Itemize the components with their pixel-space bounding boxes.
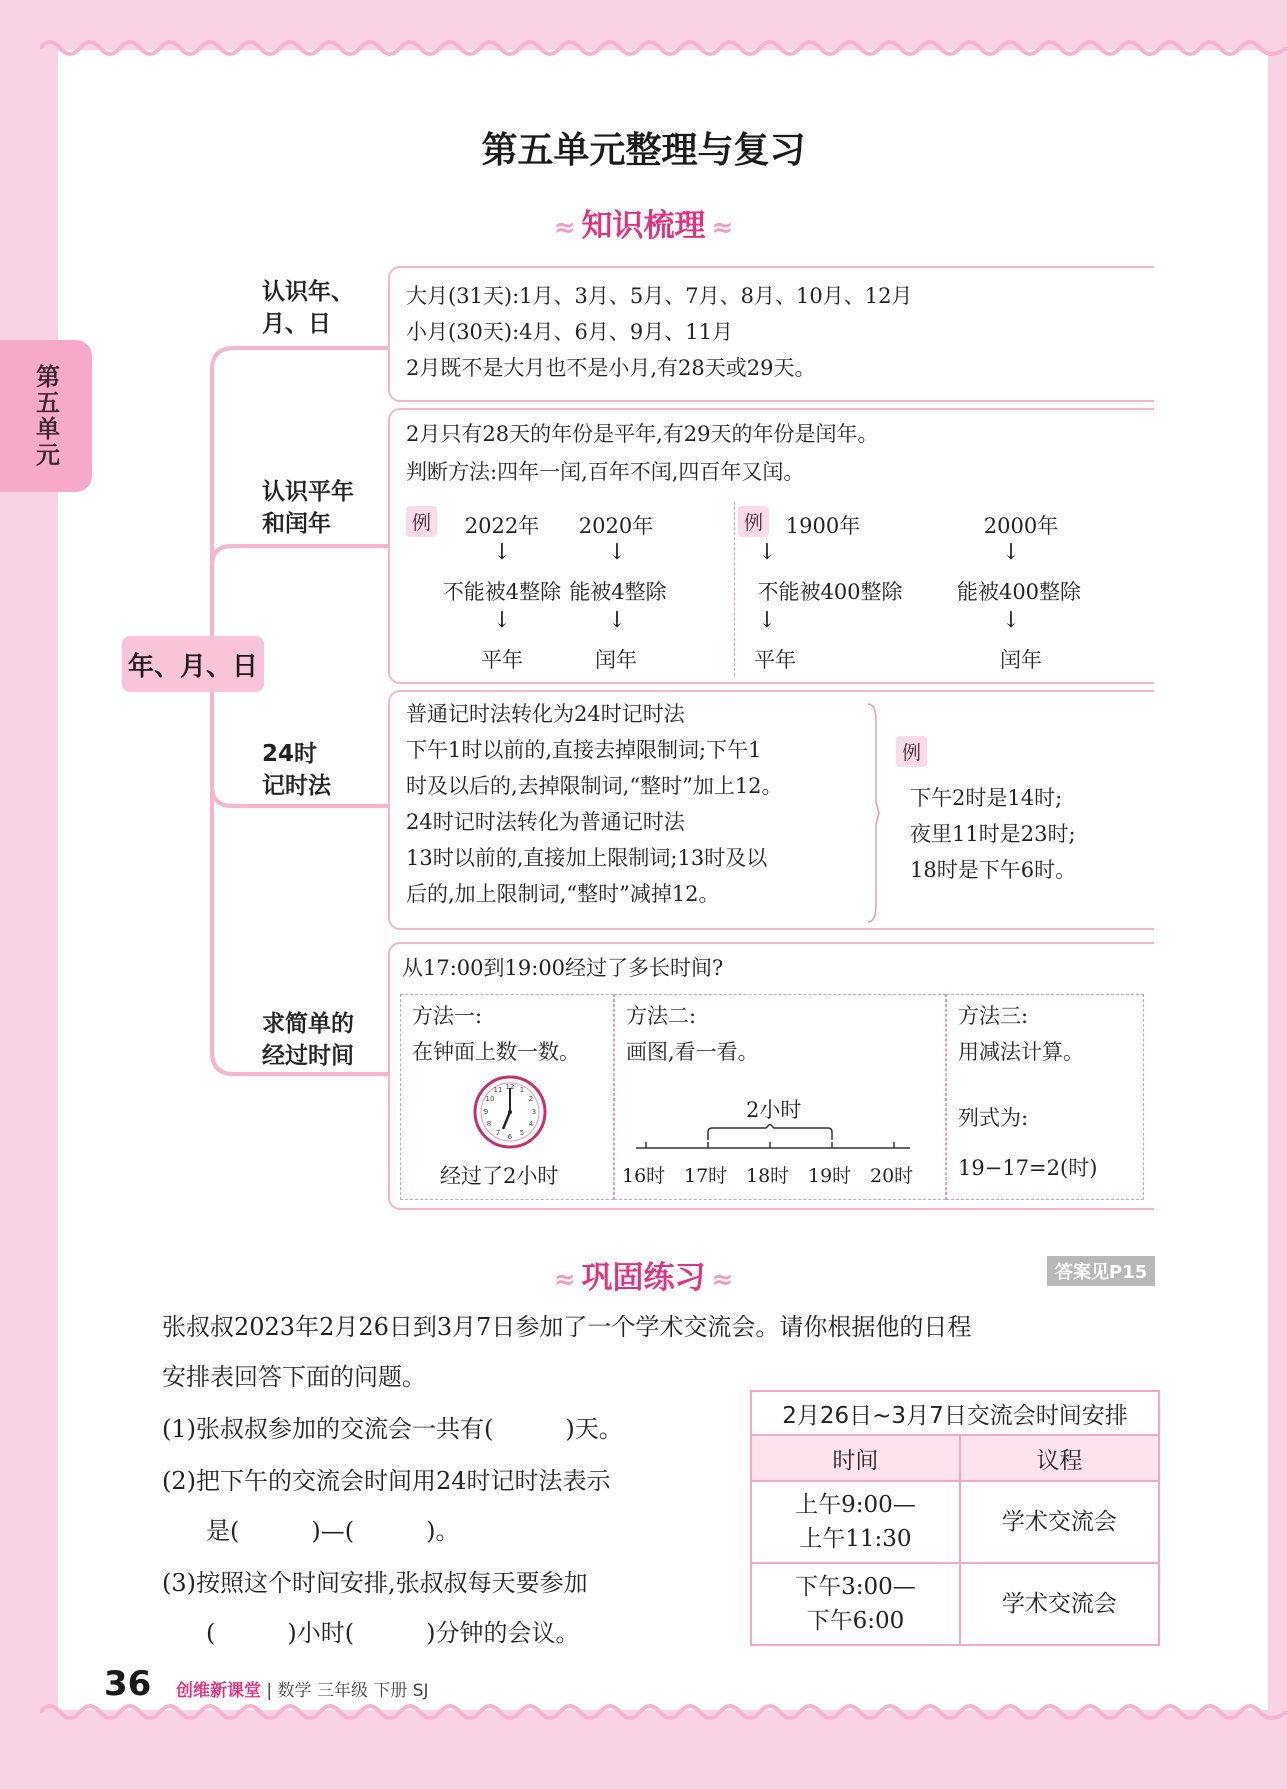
- exercise-intro: 张叔叔2023年2月26日到3月7日参加了一个学术交流会。请你根据他的日程: [162, 1313, 972, 1341]
- method-three-desc: 用减法计算。: [958, 1040, 1084, 1064]
- example-badge: 例: [738, 506, 769, 537]
- svg-text:6: 6: [507, 1133, 513, 1141]
- example-rule: 能被400整除: [956, 580, 1082, 604]
- arrow-down: ↓: [607, 540, 627, 565]
- rule-line: 后的,加上限制词,“整时”减掉12。: [406, 882, 720, 906]
- grade: 三年级: [316, 1681, 368, 1701]
- arrow-down: ↓: [1001, 540, 1021, 565]
- example-result: 平年: [481, 648, 523, 672]
- footer-info: [176, 1676, 429, 1701]
- schedule-header-time: 时间: [751, 1435, 960, 1481]
- branch-label-leap-year: 认识平年 和闰年: [262, 479, 354, 537]
- example-line: 下午2时是14时;: [910, 786, 1063, 810]
- timeline-tick-label: 18时: [746, 1165, 790, 1187]
- timeline-tick-label: 17时: [684, 1165, 728, 1187]
- brace-label: 2小时: [746, 1098, 802, 1122]
- example-year: 2020年: [578, 514, 654, 538]
- question-3-blanks: ( )小时( )分钟的会议。: [206, 1619, 580, 1647]
- rule-line: 普通记时法转化为24时记时法: [406, 702, 685, 726]
- months-small: 小月(30天):4月、6月、9月、11月: [406, 320, 733, 344]
- arrow-down: ↓: [1001, 608, 1021, 633]
- edition: SJ: [412, 1681, 429, 1701]
- formula: 19−17=2(时): [958, 1156, 1098, 1180]
- example-year: 1900年: [785, 514, 861, 538]
- question-3: (3)按照这个时间安排,张叔叔每天要参加: [162, 1569, 588, 1597]
- timeline-tick-label: 20时: [870, 1165, 914, 1187]
- elapsed-question: 从17:00到19:00经过了多长时间?: [402, 956, 724, 980]
- months-big: 大月(31天):1月、3月、5月、7月、8月、10月、12月: [406, 284, 913, 308]
- example-year: 2022年: [464, 514, 540, 538]
- time-start: 上午9:00—: [795, 1492, 916, 1518]
- schedule-header-agenda: 议程: [960, 1435, 1159, 1481]
- rule-line: 时及以后的,去掉限制词,“整时”加上12。: [406, 774, 783, 798]
- timeline-line: [626, 1124, 926, 1158]
- example-result: 闰年: [1000, 648, 1042, 672]
- table-row: [751, 1481, 1159, 1563]
- question-2: (2)把下午的交流会时间用24时记时法表示: [162, 1467, 611, 1495]
- arrow-down: ↓: [757, 608, 777, 633]
- brand-name: 创维新课堂: [176, 1681, 261, 1701]
- term: 下册: [373, 1681, 408, 1701]
- page-title: 第五单元整理与复习: [481, 130, 806, 171]
- separator: |: [266, 1681, 273, 1701]
- box-elapsed-time: [388, 942, 1154, 1210]
- arrow-down: ↓: [757, 540, 777, 565]
- brace-divider: [866, 702, 880, 924]
- box-24h: [388, 690, 1154, 930]
- method-two-desc: 画图,看一看。: [626, 1040, 759, 1064]
- months-feb: 2月既不是大月也不是小月,有28天或29天。: [406, 356, 816, 380]
- arrow-down: ↓: [492, 608, 512, 633]
- answer-reference-badge: 答案见P15: [1047, 1256, 1155, 1286]
- time-end: 上午11:30: [799, 1526, 912, 1552]
- branch-label-elapsed-time: 求简单的 经过时间: [262, 1011, 354, 1069]
- svg-text:5: 5: [519, 1129, 525, 1137]
- method-two-title: 方法二:: [626, 1004, 697, 1028]
- formula-label: 列式为:: [958, 1106, 1029, 1130]
- example-rule: 不能被400整除: [757, 580, 903, 604]
- arrow-down: ↓: [607, 608, 627, 633]
- agenda-item: 学术交流会: [960, 1481, 1159, 1563]
- rule-line: 下午1时以前的,直接去掉限制词;下午1: [406, 738, 762, 762]
- arrow-down: ↓: [492, 540, 512, 565]
- svg-text:7: 7: [495, 1129, 501, 1137]
- exercise-intro: 安排表回答下面的问题。: [162, 1363, 426, 1391]
- svg-text:12: 12: [505, 1083, 515, 1091]
- example-rule: 不能被4整除: [442, 580, 562, 604]
- timeline-tick-label: 16时: [622, 1165, 666, 1187]
- schedule-table: [750, 1390, 1160, 1646]
- rule-line: 24时记时法转化为普通记时法: [406, 810, 685, 834]
- svg-text:9: 9: [483, 1108, 489, 1116]
- method-one-result: 经过了2小时: [440, 1164, 559, 1188]
- timeline-tick-label: 19时: [808, 1165, 852, 1187]
- section-knowledge-heading: ≈ 知识梳理 ≈: [553, 208, 734, 244]
- example-rule: 能被4整除: [569, 580, 667, 604]
- schedule-caption: 2月26日~3月7日交流会时间安排: [751, 1391, 1159, 1435]
- table-row: [751, 1563, 1159, 1645]
- branch-label-24h: 24时 记时法: [262, 741, 331, 799]
- branch-label-year-month-day: 认识年、 月、日: [262, 279, 354, 337]
- svg-text:2: 2: [528, 1095, 534, 1103]
- section-practice-heading: ≈ 巩固练习 ≈: [553, 1260, 734, 1296]
- time-start: 下午3:00—: [795, 1574, 916, 1600]
- svg-text:11: 11: [493, 1086, 503, 1094]
- method-one-title: 方法一:: [412, 1004, 483, 1028]
- svg-text:1: 1: [519, 1086, 525, 1094]
- method-one-desc: 在钟面上数一数。: [412, 1040, 580, 1064]
- question-2-blanks: 是( )—( )。: [206, 1517, 460, 1545]
- agenda-item: 学术交流会: [960, 1563, 1159, 1645]
- leap-rule: 判断方法:四年一闰,百年不闰,四百年又闰。: [406, 460, 805, 484]
- rule-line: 13时以前的,直接加上限制词;13时及以: [406, 846, 768, 870]
- leap-definition: 2月只有28天的年份是平年,有29天的年份是闰年。: [406, 422, 879, 446]
- box-leap-year: [388, 408, 1154, 684]
- svg-text:3: 3: [531, 1108, 537, 1116]
- question-1: (1)张叔叔参加的交流会一共有( )天。: [162, 1415, 623, 1443]
- root-node: 年、月、日: [122, 636, 264, 692]
- example-result: 平年: [754, 648, 796, 672]
- svg-text:10: 10: [485, 1095, 495, 1103]
- clock-icon: [472, 1074, 548, 1150]
- example-result: 闰年: [595, 648, 637, 672]
- page-number: 36: [104, 1664, 152, 1704]
- svg-text:4: 4: [528, 1120, 534, 1128]
- example-year: 2000年: [983, 514, 1059, 538]
- method-three-title: 方法三:: [958, 1004, 1029, 1028]
- example-badge: 例: [896, 736, 927, 767]
- example-line: 18时是下午6时。: [910, 858, 1077, 882]
- unit-side-tab: 第五单元: [0, 340, 92, 492]
- subject: 数学: [277, 1681, 312, 1701]
- example-line: 夜里11时是23时;: [910, 822, 1076, 846]
- svg-text:8: 8: [486, 1120, 492, 1128]
- time-end: 下午6:00: [806, 1608, 905, 1634]
- box-months: [388, 266, 1154, 402]
- example-badge: 例: [406, 506, 437, 537]
